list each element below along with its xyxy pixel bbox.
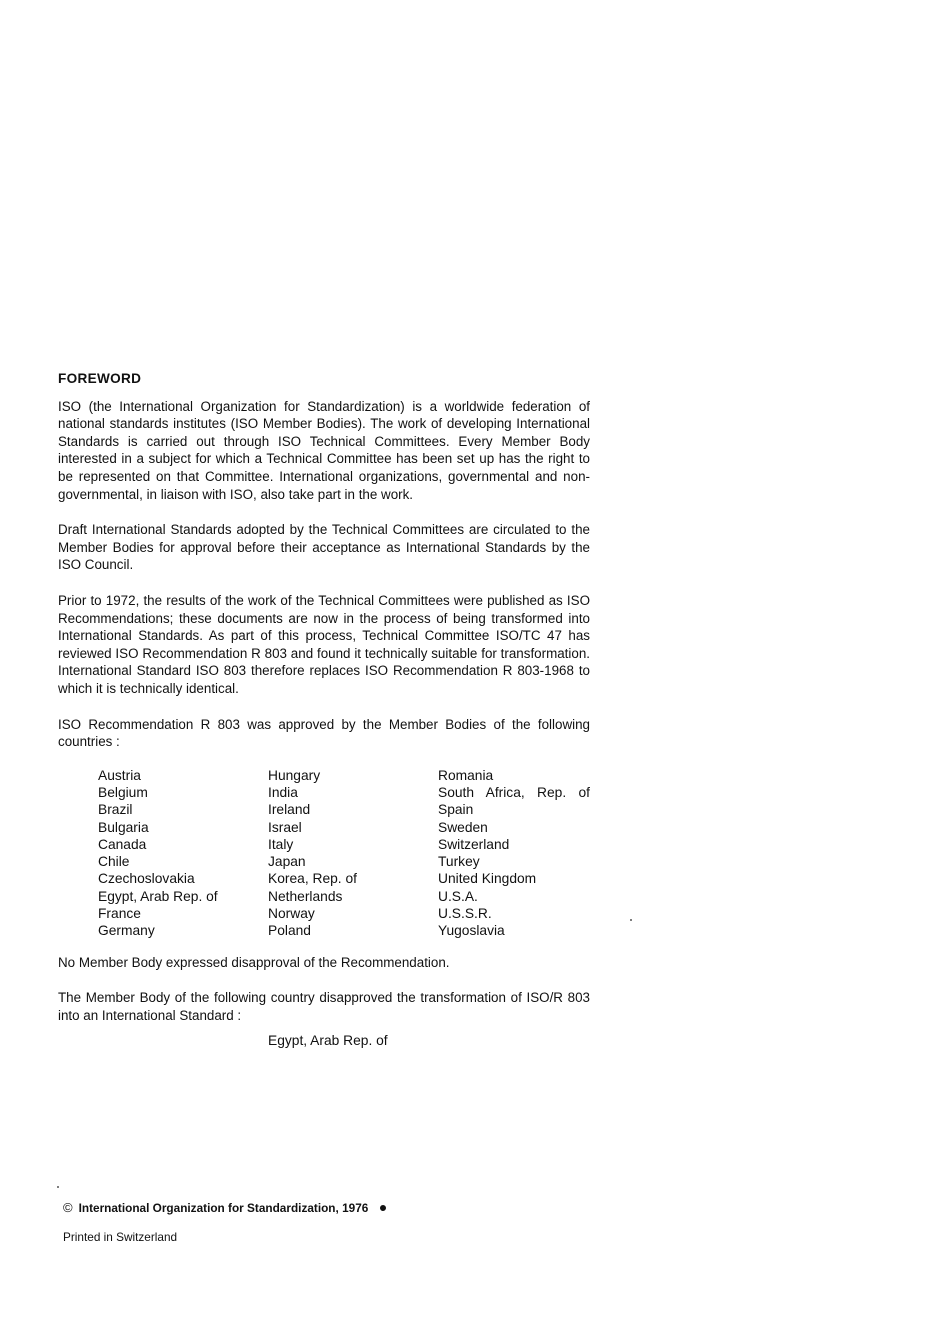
copyright-text: International Organization for Standardization, 1976 [78, 1200, 369, 1215]
country-item: Japan [268, 854, 306, 870]
bullet-icon [380, 1205, 386, 1211]
country-item: Chile [98, 854, 130, 870]
country-item: Bulgaria [98, 819, 149, 835]
country-item: Hungary [268, 767, 321, 783]
country-item: Norway [268, 906, 315, 922]
country-item: Turkey [438, 854, 480, 870]
foreword-paragraph-2: Draft International Standards adopted by the Technical Committees are circulated to the Member Bodies for approval before their acceptance as International Standards by the ISO Council. [58, 522, 590, 573]
country-item: Canada [98, 836, 147, 852]
country-item: Romania [438, 767, 494, 783]
country-item: Sweden [438, 819, 488, 835]
printed-in-note: Printed in Switzerland [63, 1230, 178, 1244]
country-item: South Africa, Rep. of [438, 784, 590, 800]
country-item: Switzerland [438, 836, 510, 852]
scan-speck [57, 1186, 59, 1188]
disapproval-intro: The Member Body of the following country disapproved the transformation of ISO/R 803 into an International Standard : [58, 990, 590, 1023]
country-item: Korea, Rep. of [268, 871, 357, 887]
country-item: Austria [98, 767, 141, 783]
country-item: Czechoslovakia [98, 871, 195, 887]
countries-column-1 [98, 767, 268, 940]
country-item: Netherlands [268, 888, 343, 904]
country-item: Poland [268, 923, 311, 939]
country-item: India [268, 784, 298, 800]
countries-column-2 [268, 767, 438, 940]
country-item: Belgium [98, 784, 148, 800]
country-item: Yugoslavia [438, 923, 505, 939]
country-item: Israel [268, 819, 302, 835]
foreword-paragraph-1: ISO (the International Organization for Standardization) is a worldwide federation of national standards institutes (ISO Member Bodies). The work of developing International Standards is carried out through ISO Technical Committees. Every Member Body interested in a subject for which a Technical Committee has been set up has the right to be represented on that Committee. International organizations, governmental and non-governmental, in liaison with ISO, also take part in the work. [58, 398, 590, 502]
country-item: U.S.S.R. [438, 906, 492, 922]
country-item: Ireland [268, 802, 311, 818]
copyright-icon: © [63, 1200, 73, 1215]
country-item: Spain [438, 802, 474, 818]
countries-column-3 [438, 767, 590, 940]
country-item: Egypt, Arab Rep. of [98, 888, 218, 904]
country-item: Brazil [98, 802, 133, 818]
country-item: France [98, 906, 141, 922]
foreword-title: FOREWORD [58, 371, 142, 386]
copyright-line [63, 1200, 386, 1215]
country-item: U.S.A. [438, 888, 478, 904]
country-item: United Kingdom [438, 871, 537, 887]
country-item: Germany [98, 923, 155, 939]
foreword-section [58, 370, 590, 1050]
scan-speck [630, 919, 632, 921]
foreword-paragraph-4: ISO Recommendation R 803 was approved by the Member Bodies of the following countries : [58, 716, 590, 750]
disapproving-country: Egypt, Arab Rep. of [268, 1033, 388, 1049]
no-disapproval-statement: No Member Body expressed disapproval of the Recommendation. [58, 954, 450, 970]
approving-countries-list [98, 767, 590, 940]
country-item: Italy [268, 836, 294, 852]
page-footer [63, 1200, 386, 1244]
foreword-paragraph-3: Prior to 1972, the results of the work of the Technical Committees were published as ISO Recommendations; these documents are now in the process of being transformed into International Standards. As part of this process, Technical Committee ISO/TC 47 has reviewed ISO Recommendation R 803 and found it technically suitable for transformation. International Standard ISO 803 therefore replaces ISO Recommendation R 803-1968 to which it is technically identical. [58, 592, 590, 696]
